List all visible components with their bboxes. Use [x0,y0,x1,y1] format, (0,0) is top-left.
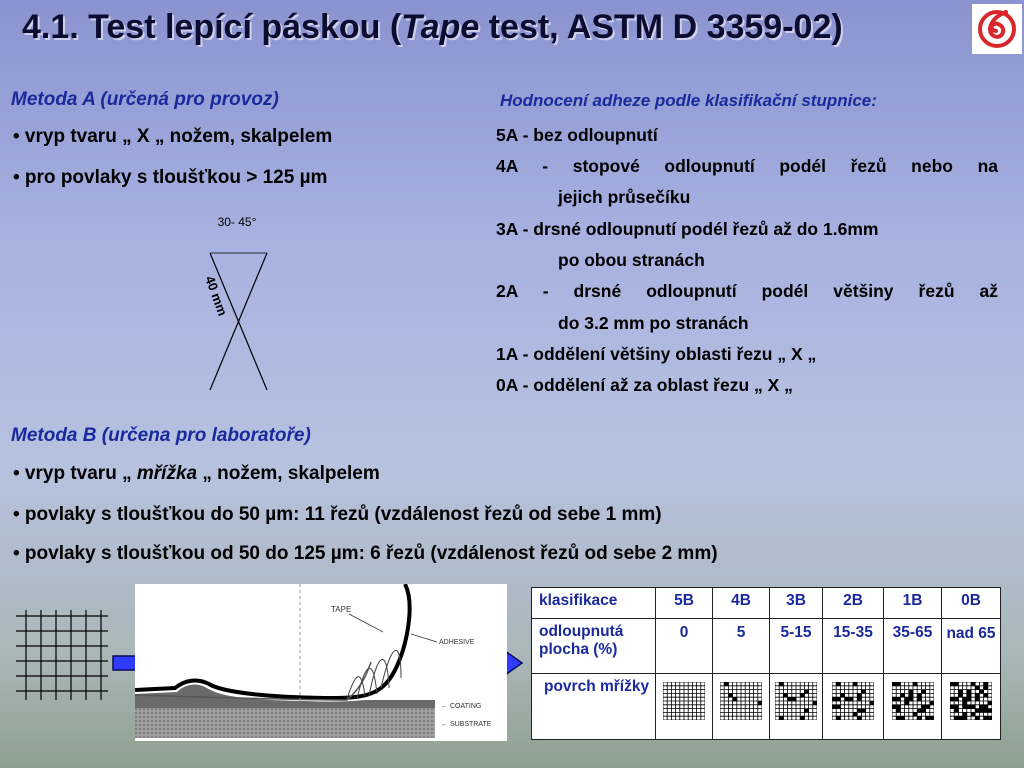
lattice-pattern-5b [663,682,705,720]
surface-cell [942,674,1001,740]
peeled-cell [929,716,933,720]
surface-cell [713,674,770,740]
method-b-bullet-1-pre: • vryp tvaru „ [13,463,137,484]
method-b-bullet-1-post: „ nožem, skalpelem [197,463,380,484]
area-label: odloupnutá plocha (%) [532,619,656,674]
table-header-label: klasifikace [532,588,656,619]
method-b-bullet-1-italic: mřížka [136,463,198,484]
method-b-bullet-1 [13,463,380,485]
diagram-angle-label: 30- 45° [217,215,257,229]
table-row [532,588,1001,619]
lattice-pattern-4b [720,682,762,720]
lattice-pattern-0b [950,682,992,720]
class-0a: 0A - oddělení až za oblast řezu „ X „ [496,375,793,395]
area-cell: 5 [713,619,770,674]
diagram-length-label: 40 mm [202,273,231,318]
label-coating: ← COATING [441,703,482,710]
grade-cell: 4B [713,588,770,619]
class-4a: 4A - stopové odloupnutí podél řezů nebo na [496,156,998,176]
page-title [22,8,843,47]
surface-cell [823,674,884,740]
lattice-pattern-1b [892,682,934,720]
area-cell: 35-65 [884,619,942,674]
method-b-heading: Metoda B (určena pro laboratoře) [11,425,311,446]
title-italic: Tape [401,8,480,46]
title-part1: 4.1. Test lepící páskou ( [22,8,402,46]
grade-cell: 0B [942,588,1001,619]
surface-cell [656,674,713,740]
class-3a-cont: po obou stranách [558,250,705,270]
title-part2: test, ASTM D 3359-02) [479,8,843,46]
logo [972,4,1022,54]
class-1a: 1A - oddělení většiny oblasti řezu „ X „ [496,344,817,364]
method-b-bullet-3: • povlaky s tloušťkou od 50 do 125 µm: 6 řezů (vzdálenost řezů od sebe 2 mm) [13,543,718,564]
lattice-pattern-2b [832,682,874,720]
area-cell: nad 65 [942,619,1001,674]
grade-cell: 5B [656,588,713,619]
surface-cell [884,674,942,740]
table-row [532,619,1001,674]
method-a-bullet-1: • vryp tvaru „ X „ nožem, skalpelem [13,126,333,147]
class-5a: 5A - bez odloupnutí [496,125,658,145]
method-b-bullet-2: • povlaky s tloušťkou do 50 µm: 11 řezů (vzdálenost řezů od sebe 1 mm) [13,504,662,525]
x-cut-diagram [195,210,305,400]
area-cell: 15-35 [823,619,884,674]
method-a-heading: Metoda A (určená pro provoz) [11,89,279,110]
class-3a: 3A - drsné odloupnutí podél řezů až do 1.6mm [496,219,879,239]
tape-peel-illustration [135,584,507,741]
label-adhesive: ADHESIVE [439,639,475,646]
class-2a: 2A - drsné odloupnutí podél většiny řezů až [496,281,998,301]
surface-cell [770,674,823,740]
label-tape: TAPE [331,605,352,614]
grade-cell: 1B [884,588,942,619]
table-row [532,674,1001,740]
lattice-pattern-3b [775,682,817,720]
label-substrate: ← SUBSTRATE [441,721,492,728]
classification-table [531,587,1001,740]
surface-label: povrch mřížky [532,674,656,740]
peeled-cell [988,716,992,720]
method-a-bullet-2: • pro povlaky s tloušťkou > 125 µm [13,167,328,188]
area-cell: 5-15 [770,619,823,674]
class-4a-cont: jejich průsečíku [558,187,691,207]
grade-cell: 2B [823,588,884,619]
class-2a-cont: do 3.2 mm po stranách [558,313,749,333]
grade-cell: 3B [770,588,823,619]
lattice-grid-icon [16,610,108,705]
area-cell: 0 [656,619,713,674]
classification-heading: Hodnocení adheze podle klasifikační stupnice: [500,91,877,110]
